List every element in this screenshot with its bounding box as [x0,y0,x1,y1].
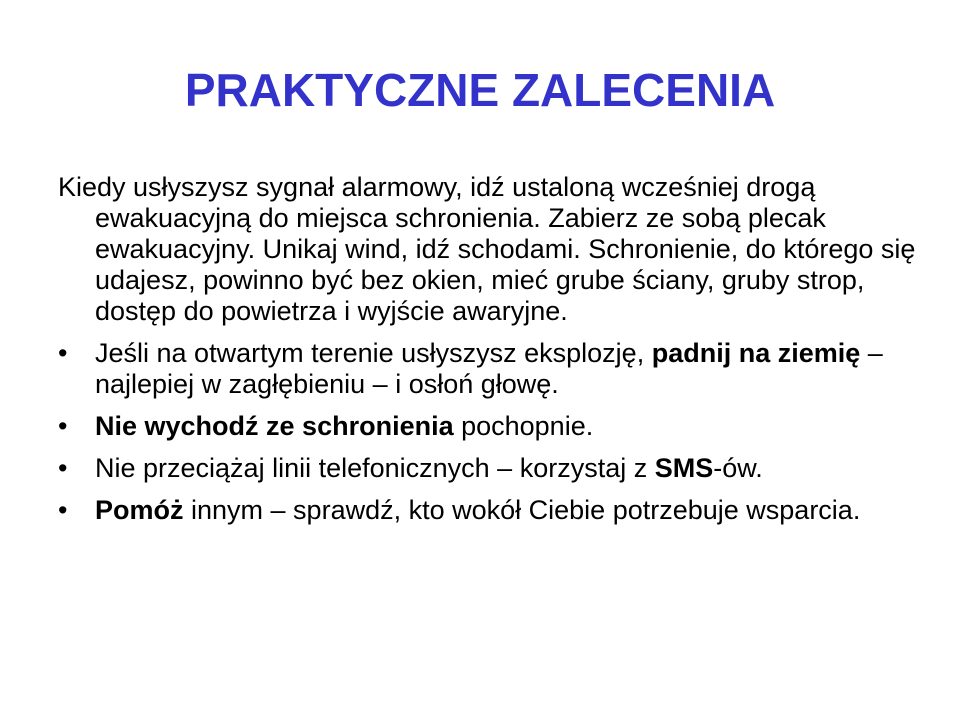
bullet-icon: • [58,453,68,483]
bullet-item [58,411,918,442]
slide-body [58,172,918,537]
bullet-text: Jeśli na otwartym terenie usłyszysz eksplozję, padnij na ziemię – najlepiej w zagłębieniu – i osłoń głowę. [95,338,883,399]
bullet-text: Nie wychodź ze schronienia pochopnie. [95,411,594,441]
bullet-item [58,495,918,526]
bullet-icon: • [58,495,68,525]
bullet-list [58,338,918,526]
bullet-text: Pomóż innym – sprawdź, kto wokół Ciebie potrzebuje wsparcia. [95,495,861,525]
bullet-icon: • [58,411,68,441]
intro-paragraph: Kiedy usłyszysz sygnał alarmowy, idź ustaloną wcześniej drogą ewakuacyjną do miejsca schronienia. Zabierz ze sobą plecak ewakuacyjny. Unikaj wind, idź schodami. Schronienie, do którego się udajesz, powinno być bez okien, mieć grube ściany, gruby strop, dostęp do powietrza i wyjście awaryjne. [58,172,916,326]
slide-title: PRAKTYCZNE ZALECENIA [184,64,776,116]
bullet-icon: • [58,338,68,368]
bullet-item [58,338,918,400]
bullet-text: Nie przeciążaj linii telefonicznych – korzystaj z SMS-ów. [95,453,763,483]
bullet-item [58,453,918,484]
